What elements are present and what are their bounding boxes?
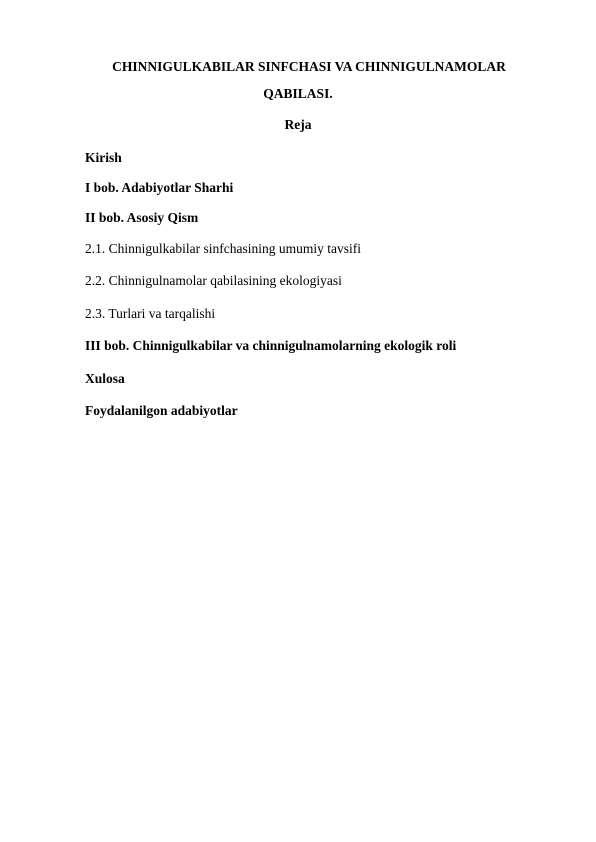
toc-item-xulosa: Xulosa [85,371,125,386]
document-title-line-1: CHINNIGULKABILAR SINFCHASI VA CHINNIGULNAMOLAR [112,59,506,74]
toc-item-references: Foydalanilgon adabiyotlar [85,403,238,418]
toc-item-chapter-2: II bob. Asosiy Qism [85,210,199,225]
toc-item-section-2-3: 2.3. Turlari va tarqalishi [85,306,216,321]
plan-heading: Reja [284,117,312,132]
toc-item-section-2-1: 2.1. Chinnigulkabilar sinfchasining umumiy tavsifi [85,241,361,256]
toc-item-chapter-3: III bob. Chinnigulkabilar va chinnigulnamolarning ekologik roli [85,338,457,353]
toc-item-kirish: Kirish [85,150,122,165]
toc-item-chapter-1: I bob. Adabiyotlar Sharhi [85,180,234,195]
document-title-line-2: QABILASI. [263,86,333,101]
toc-item-section-2-2: 2.2. Chinnigulnamolar qabilasining ekologiyasi [85,273,342,288]
